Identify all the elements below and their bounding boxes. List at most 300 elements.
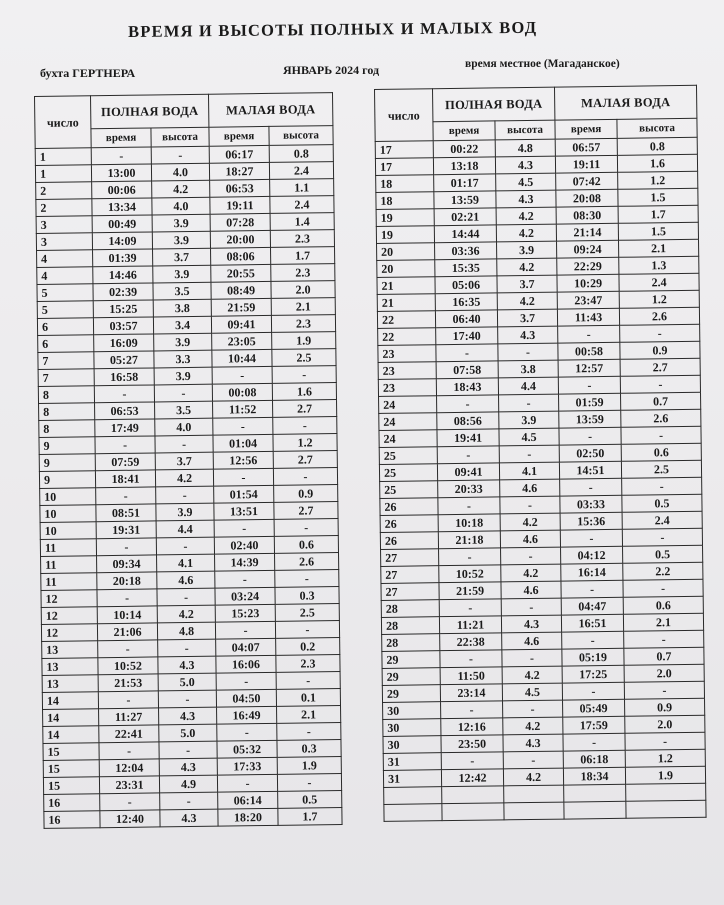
high-time-cell: 16:09: [94, 334, 154, 352]
high-time-cell: 12:16: [441, 718, 503, 736]
low-time-cell: 02:50: [559, 444, 621, 462]
day-cell: 9: [39, 471, 95, 489]
low-time-cell: 15:23: [215, 604, 275, 622]
high-time-cell: 12:04: [99, 759, 159, 777]
high-height-cell: 3.3: [154, 350, 212, 368]
day-cell: [384, 804, 442, 822]
day-cell: 13: [42, 675, 98, 693]
low-time-cell: -: [217, 723, 277, 741]
high-height-cell: 3.7: [155, 452, 213, 470]
low-height-cell: 1.5: [618, 188, 698, 206]
day-cell: 18: [376, 175, 434, 193]
low-height-cell: -: [275, 570, 339, 588]
day-cell: 26: [380, 515, 438, 533]
high-time-cell: 16:58: [94, 368, 154, 386]
tide-rows-left: [35, 145, 342, 829]
high-time-cell: -: [440, 650, 502, 668]
low-height-cell: 2.1: [271, 298, 335, 316]
day-cell: 23: [378, 345, 436, 363]
day-cell: 21: [377, 294, 435, 312]
high-time-cell: 21:18: [438, 531, 500, 549]
day-cell: 22: [378, 328, 436, 346]
low-time-cell: 18:20: [218, 808, 278, 826]
high-height-cell: 4.3: [495, 156, 555, 174]
low-height-cell: 1.2: [619, 290, 699, 308]
low-height-cell: 0.5: [278, 791, 342, 809]
high-time-cell: -: [97, 589, 157, 607]
high-height-cell: -: [156, 486, 214, 504]
high-time-cell: -: [91, 147, 151, 165]
day-cell: 12: [41, 624, 97, 642]
low-time-cell: 14:39: [215, 553, 275, 571]
high-time-cell: -: [96, 487, 156, 505]
tide-table-left: [34, 92, 343, 829]
low-time-cell: 01:04: [213, 434, 273, 452]
low-height-cell: 1.4: [270, 213, 334, 231]
high-time-cell: -: [99, 742, 159, 760]
low-time-cell: -: [560, 529, 622, 547]
high-height-cell: 4.2: [496, 224, 556, 242]
low-height-cell: 2.1: [277, 706, 341, 724]
high-time-cell: 08:51: [96, 504, 156, 522]
low-time-cell: -: [561, 580, 623, 598]
high-time-cell: 14:09: [92, 232, 152, 250]
high-height-cell: 5.0: [158, 673, 216, 691]
low-time-cell: 18:34: [563, 767, 625, 785]
low-height-cell: 0.3: [277, 740, 341, 758]
high-height-cell: 4.3: [158, 656, 216, 674]
high-time-cell: 23:31: [99, 776, 159, 794]
day-cell: 14: [43, 726, 99, 744]
low-height-cell: 0.8: [617, 137, 697, 155]
day-cell: 25: [379, 464, 437, 482]
high-height-cell: -: [154, 384, 212, 402]
high-height-cell: 4.0: [151, 163, 209, 181]
high-time-cell: 00:06: [92, 181, 152, 199]
day-cell: 29: [382, 651, 440, 669]
low-height-cell: 2.5: [621, 460, 701, 478]
low-height-cell: [626, 783, 706, 801]
high-time-cell: -: [96, 538, 156, 556]
time-header: время: [555, 119, 617, 139]
high-time-cell: 10:18: [438, 514, 500, 532]
day-cell: 25: [379, 447, 437, 465]
high-height-cell: 4.2: [497, 258, 557, 276]
height-header: высота: [495, 120, 555, 140]
low-height-cell: 2.0: [271, 281, 335, 299]
high-height-cell: 4.2: [503, 717, 563, 735]
high-time-cell: 11:21: [439, 616, 501, 634]
low-time-cell: 07:28: [210, 213, 270, 231]
day-cell: 3: [36, 233, 92, 251]
high-time-cell: 20:18: [97, 572, 157, 590]
low-time-cell: 14:51: [559, 461, 621, 479]
low-height-cell: 1.1: [270, 179, 334, 197]
high-height-cell: 3.5: [155, 401, 213, 419]
low-time-cell: 23:05: [212, 332, 272, 350]
day-cell: 14: [42, 692, 98, 710]
low-height-cell: 1.7: [278, 808, 342, 826]
high-time-cell: 06:40: [435, 310, 497, 328]
day-cell: 23: [378, 379, 436, 397]
low-time-cell: 06:18: [563, 750, 625, 768]
day-cell: 24: [379, 396, 437, 414]
day-cell: 31: [383, 770, 441, 788]
high-time-cell: 02:39: [93, 283, 153, 301]
day-cell: 29: [382, 685, 440, 703]
high-time-cell: 23:50: [441, 735, 503, 753]
high-time-cell: 18:41: [95, 470, 155, 488]
low-height-cell: 2.1: [623, 613, 703, 631]
low-height-cell: -: [272, 366, 336, 384]
day-cell: 13: [42, 658, 98, 676]
low-time-cell: 03:24: [215, 587, 275, 605]
low-height-cell: 0.6: [621, 443, 701, 461]
low-time-cell: 15:36: [560, 512, 622, 530]
day-cell: 12: [41, 590, 97, 608]
high-time-cell: -: [98, 640, 158, 658]
low-height-cell: 1.6: [272, 383, 336, 401]
high-height-cell: 3.7: [497, 309, 557, 327]
low-height-cell: 1.7: [271, 247, 335, 265]
low-time-cell: 09:41: [211, 315, 271, 333]
day-cell: 16: [44, 794, 100, 812]
low-height-cell: 2.3: [270, 230, 334, 248]
day-cell: 8: [39, 403, 95, 421]
low-height-cell: 1.2: [273, 434, 337, 452]
low-height-cell: 2.4: [269, 162, 333, 180]
low-height-cell: 1.3: [619, 256, 699, 274]
high-time-cell: 14:44: [434, 225, 496, 243]
high-time-cell: 19:31: [96, 521, 156, 539]
low-time-cell: -: [560, 478, 622, 496]
low-time-cell: 20:55: [211, 264, 271, 282]
low-height-cell: -: [621, 426, 701, 444]
high-height-cell: 4.2: [496, 207, 556, 225]
low-time-cell: 17:25: [562, 665, 624, 683]
high-time-cell: 01:39: [93, 249, 153, 267]
high-height-cell: 4.2: [152, 180, 210, 198]
low-time-cell: 13:59: [559, 410, 621, 428]
low-time-cell: 11:52: [213, 400, 273, 418]
day-cell: 24: [379, 413, 437, 431]
high-height-cell: 3.9: [499, 411, 559, 429]
high-height-cell: 4.2: [502, 666, 562, 684]
low-height-cell: 2.0: [625, 715, 705, 733]
day-cell: [384, 787, 442, 805]
low-time-cell: -: [558, 376, 620, 394]
high-time-cell: 10:52: [98, 657, 158, 675]
day-cell: 13: [42, 641, 98, 659]
low-height-cell: 0.5: [623, 545, 703, 563]
high-height-cell: 4.1: [499, 462, 559, 480]
high-time-cell: -: [438, 497, 500, 515]
high-height-cell: 4.8: [495, 139, 555, 157]
day-cell: 9: [39, 437, 95, 455]
low-time-cell: [564, 784, 626, 802]
low-height-cell: 2.3: [271, 264, 335, 282]
day-cell: 4: [37, 250, 93, 268]
low-height-cell: 0.1: [276, 689, 340, 707]
high-time-cell: 17:49: [95, 419, 155, 437]
low-time-cell: 20:00: [210, 230, 270, 248]
low-height-cell: -: [622, 528, 702, 546]
high-time-cell: 00:49: [92, 215, 152, 233]
high-time-cell: -: [437, 446, 499, 464]
low-time-cell: -: [562, 682, 624, 700]
high-height-cell: 4.3: [159, 758, 217, 776]
high-time-cell: 11:27: [99, 708, 159, 726]
high-height-cell: 3.9: [156, 503, 214, 521]
high-height-cell: 4.6: [501, 581, 561, 599]
high-time-cell: 21:59: [439, 582, 501, 600]
low-time-cell: 08:06: [211, 247, 271, 265]
day-cell: 4: [37, 267, 93, 285]
high-height-cell: 4.1: [157, 554, 215, 572]
high-height-cell: 4.3: [159, 707, 217, 725]
day-cell: 30: [383, 719, 441, 737]
high-time-cell: -: [436, 344, 498, 362]
low-height-cell: -: [275, 621, 339, 639]
timezone-label: время местное (Магаданское): [465, 58, 620, 70]
high-time-cell: 21:53: [98, 674, 158, 692]
high-time-cell: -: [439, 599, 501, 617]
day-cell: 1: [35, 165, 91, 183]
high-height-cell: 4.6: [500, 479, 560, 497]
low-time-cell: 19:11: [555, 155, 617, 173]
high-height-cell: 4.5: [496, 173, 556, 191]
low-time-cell: 01:59: [559, 393, 621, 411]
high-time-cell: 05:06: [435, 276, 497, 294]
high-height-cell: 3.9: [152, 214, 210, 232]
low-time-cell: 16:06: [216, 655, 276, 673]
high-height-cell: 4.8: [157, 622, 215, 640]
low-height-cell: 2.3: [276, 655, 340, 673]
low-time-cell: 05:49: [563, 699, 625, 717]
day-cell: 18: [376, 192, 434, 210]
low-time-cell: 17:59: [563, 716, 625, 734]
day-cell: 20: [377, 243, 435, 261]
low-time-cell: 16:14: [561, 563, 623, 581]
high-height-cell: 4.2: [503, 768, 563, 786]
high-height-cell: -: [500, 496, 560, 514]
low-height-cell: -: [277, 774, 341, 792]
day-cell: 2: [36, 199, 92, 217]
month-label: ЯНВАРЬ 2024 год: [283, 63, 380, 77]
low-time-cell: 04:47: [561, 597, 623, 615]
high-height-cell: 3.9: [152, 231, 210, 249]
low-height-cell: 1.9: [625, 766, 705, 784]
high-time-cell: 21:06: [97, 623, 157, 641]
high-height-cell: -: [151, 146, 209, 164]
low-height-cell: 1.2: [618, 171, 698, 189]
low-time-cell: 04:50: [216, 689, 276, 707]
day-header: число: [375, 89, 434, 142]
high-height-cell: 3.8: [153, 299, 211, 317]
day-cell: 7: [38, 369, 94, 387]
day-cell: 29: [382, 668, 440, 686]
low-height-cell: -: [620, 375, 700, 393]
tide-rows-right: [375, 137, 706, 821]
high-height-cell: 4.9: [159, 775, 217, 793]
day-cell: 17: [375, 158, 433, 176]
high-height-cell: 4.0: [155, 418, 213, 436]
high-height-cell: 3.5: [153, 282, 211, 300]
low-time-cell: -: [213, 417, 273, 435]
day-cell: 30: [383, 736, 441, 754]
day-cell: 20: [377, 260, 435, 278]
low-height-cell: -: [276, 672, 340, 690]
high-time-cell: -: [95, 436, 155, 454]
low-time-cell: 07:42: [556, 172, 618, 190]
day-cell: 28: [382, 634, 440, 652]
low-time-cell: 06:14: [218, 791, 278, 809]
low-time-cell: [564, 801, 626, 819]
day-cell: 7: [38, 352, 94, 370]
low-time-cell: -: [217, 774, 277, 792]
high-time-cell: -: [98, 691, 158, 709]
low-height-cell: 0.9: [620, 341, 700, 359]
day-cell: 23: [378, 362, 436, 380]
high-height-cell: [504, 802, 564, 820]
high-height-cell: 4.3: [496, 190, 556, 208]
day-cell: 11: [40, 539, 96, 557]
high-time-cell: 05:27: [94, 351, 154, 369]
high-height-cell: 4.5: [502, 683, 562, 701]
low-height-cell: 2.0: [624, 664, 704, 682]
low-time-cell: 16:51: [561, 614, 623, 632]
time-header: время: [209, 126, 269, 146]
high-time-cell: 08:56: [437, 412, 499, 430]
low-height-cell: [626, 800, 706, 818]
high-height-cell: 4.2: [497, 292, 557, 310]
low-time-cell: 23:47: [557, 291, 619, 309]
low-height-cell: 2.6: [275, 553, 339, 571]
high-time-cell: 20:33: [438, 480, 500, 498]
day-cell: 10: [40, 522, 96, 540]
low-height-cell: 0.6: [623, 596, 703, 614]
day-cell: 16: [44, 811, 100, 829]
low-water-header: МАЛАЯ ВОДА: [554, 85, 696, 120]
low-time-cell: 06:53: [210, 179, 270, 197]
low-time-cell: -: [212, 366, 272, 384]
day-cell: 19: [376, 226, 434, 244]
day-cell: 9: [39, 454, 95, 472]
page-title: ВРЕМЯ И ВЫСОТЫ ПОЛНЫХ И МАЛЫХ ВОД: [128, 17, 538, 41]
time-header: время: [433, 121, 495, 141]
day-cell: 11: [41, 573, 97, 591]
high-height-cell: 4.2: [155, 469, 213, 487]
low-time-cell: -: [215, 570, 275, 588]
high-height-cell: -: [499, 394, 559, 412]
low-time-cell: 21:14: [556, 223, 618, 241]
tide-table-right: [374, 85, 707, 822]
high-height-cell: 4.2: [501, 564, 561, 582]
time-header: время: [91, 128, 151, 148]
low-height-cell: 2.2: [623, 562, 703, 580]
high-time-cell: 09:34: [97, 555, 157, 573]
low-time-cell: -: [558, 325, 620, 343]
high-time-cell: 23:14: [440, 684, 502, 702]
low-height-cell: 0.3: [275, 587, 339, 605]
high-height-cell: -: [160, 792, 218, 810]
high-height-cell: 5.0: [159, 724, 217, 742]
low-height-cell: 0.2: [276, 638, 340, 656]
low-time-cell: 08:30: [556, 206, 618, 224]
high-time-cell: 22:41: [99, 725, 159, 743]
high-time-cell: [442, 803, 504, 821]
high-time-cell: 12:40: [100, 810, 160, 828]
low-height-cell: 2.5: [272, 349, 336, 367]
day-cell: 8: [39, 420, 95, 438]
high-water-header: ПОЛНАЯ ВОДА: [433, 87, 555, 122]
low-height-cell: -: [277, 723, 341, 741]
table-row: [44, 808, 342, 829]
high-height-cell: -: [498, 343, 558, 361]
high-height-cell: 4.2: [500, 513, 560, 531]
height-header: высота: [151, 127, 209, 147]
high-height-cell: 4.6: [157, 571, 215, 589]
high-time-cell: 07:58: [436, 361, 498, 379]
low-time-cell: 10:44: [212, 349, 272, 367]
high-water-header: ПОЛНАЯ ВОДА: [91, 94, 209, 129]
low-height-cell: 2.5: [275, 604, 339, 622]
low-height-cell: -: [624, 681, 704, 699]
low-height-cell: 2.4: [622, 511, 702, 529]
height-header: высота: [269, 126, 333, 146]
high-time-cell: 03:36: [435, 242, 497, 260]
low-time-cell: 22:29: [557, 257, 619, 275]
high-time-cell: [442, 786, 504, 804]
low-time-cell: 05:32: [217, 740, 277, 758]
low-height-cell: 0.5: [622, 494, 702, 512]
high-height-cell: -: [158, 690, 216, 708]
low-time-cell: 05:19: [562, 648, 624, 666]
day-cell: 10: [40, 505, 96, 523]
high-height-cell: 4.3: [160, 809, 218, 827]
high-height-cell: 4.3: [503, 734, 563, 752]
low-time-cell: 12:56: [213, 451, 273, 469]
day-cell: 1: [35, 148, 91, 166]
day-header: число: [35, 96, 92, 149]
low-height-cell: 1.7: [618, 205, 698, 223]
high-height-cell: -: [503, 751, 563, 769]
high-height-cell: 3.7: [153, 248, 211, 266]
low-time-cell: -: [563, 733, 625, 751]
low-time-cell: 09:24: [557, 240, 619, 258]
high-height-cell: 4.4: [498, 377, 558, 395]
day-cell: 17: [375, 141, 433, 159]
high-time-cell: -: [441, 752, 503, 770]
high-time-cell: 19:41: [437, 429, 499, 447]
high-time-cell: 10:52: [439, 565, 501, 583]
day-cell: 26: [380, 498, 438, 516]
low-height-cell: 2.6: [619, 307, 699, 325]
low-height-cell: 2.7: [273, 400, 337, 418]
low-time-cell: 04:12: [561, 546, 623, 564]
day-cell: 6: [37, 318, 93, 336]
day-cell: 27: [381, 583, 439, 601]
day-cell: 3: [36, 216, 92, 234]
low-height-cell: 0.8: [269, 145, 333, 163]
low-time-cell: 16:49: [217, 706, 277, 724]
low-height-cell: 1.6: [617, 154, 697, 172]
low-time-cell: 06:17: [209, 145, 269, 163]
low-height-cell: 2.7: [273, 451, 337, 469]
location-label: бухта ГЕРТНЕРА: [40, 66, 136, 80]
high-height-cell: 4.6: [500, 530, 560, 548]
day-cell: 19: [376, 209, 434, 227]
